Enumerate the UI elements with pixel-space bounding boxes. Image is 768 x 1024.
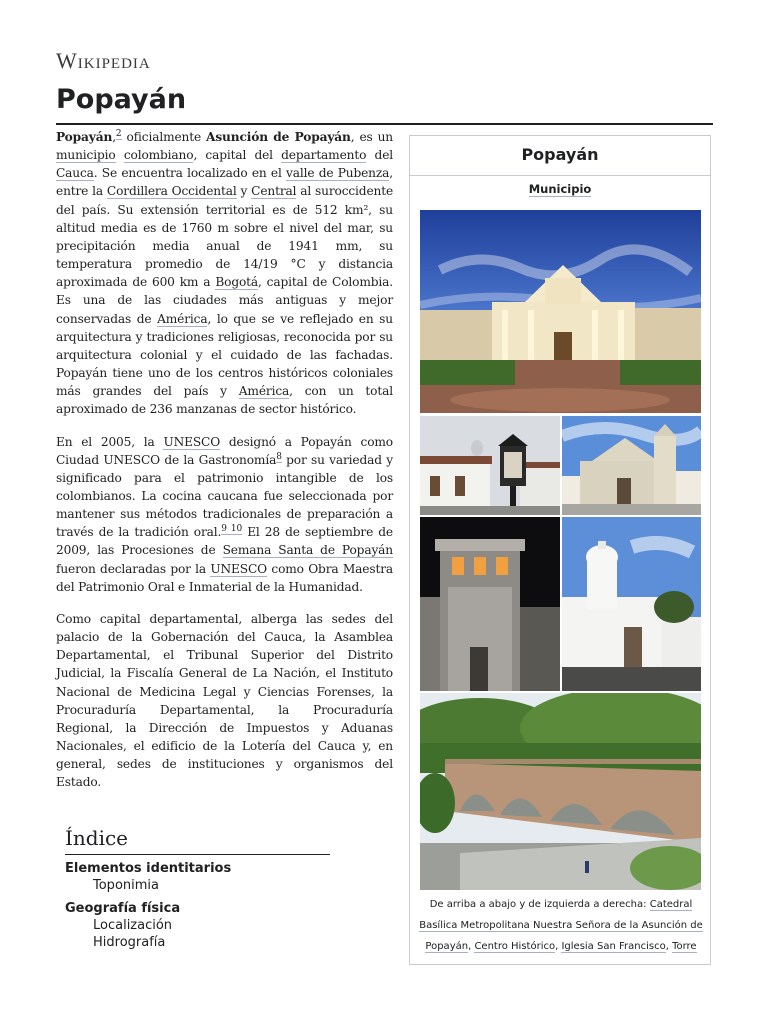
link-valle-de-pubenza[interactable]: valle de Pubenza (286, 166, 390, 181)
wikipedia-wordmark[interactable]: Wikipedia (56, 48, 151, 73)
page-title: Popayán (56, 84, 187, 115)
link-colombiano[interactable]: colombiano (123, 148, 194, 163)
link-unesco[interactable]: UNESCO (163, 434, 221, 449)
san-francisco-church-photo[interactable] (562, 416, 701, 515)
link-unesco-2[interactable]: UNESCO (210, 561, 268, 576)
reference-2[interactable]: 2 (115, 128, 122, 139)
link-america[interactable]: América (157, 311, 208, 326)
official-name: Asunción de Popayán (206, 130, 351, 144)
toc-sub-localizacion[interactable]: Localización (93, 918, 173, 933)
toc-sub-hidrografia[interactable]: Hidrografía (93, 935, 166, 950)
toc-heading: Índice (65, 826, 330, 855)
caption-link-centro-historico[interactable]: Centro Histórico (474, 941, 556, 952)
link-america-2[interactable]: América (238, 384, 290, 399)
clock-tower-photo[interactable] (420, 517, 560, 691)
link-municipio[interactable]: municipio (56, 148, 116, 163)
infobox-subtitle (410, 176, 710, 207)
caption-link-catedral[interactable]: Catedral Basílica Metropolitana Nuestra Señora de la Asunción de Popayán (419, 899, 703, 952)
infobox-subtitle-link[interactable]: Municipio (528, 182, 592, 196)
table-of-contents (65, 826, 330, 950)
reference-9-10[interactable]: 9 10 (221, 524, 243, 535)
cathedral-photo[interactable] (420, 210, 701, 413)
caption-link-torre[interactable]: Torre (672, 941, 697, 952)
infobox (409, 135, 711, 965)
link-departamento[interactable]: departamento (281, 148, 367, 163)
historic-street-photo[interactable] (420, 416, 560, 515)
link-bogota[interactable]: Bogotá (215, 275, 259, 290)
reference-8[interactable]: 8 (276, 451, 282, 462)
infobox-title: Popayán (521, 145, 599, 164)
toc-section-elementos[interactable]: Elementos identitarios (65, 861, 232, 876)
infobox-caption: De arriba a abajo y de izquierda a derecha: Catedral Basílica Metropolitana Nuestra Señora de la Asunción de Popayán, Centro Histórico, Iglesia San Francisco, Torre (419, 899, 703, 952)
link-central[interactable]: Central (251, 184, 297, 199)
caption-link-san-francisco[interactable]: Iglesia San Francisco (561, 941, 666, 952)
link-cordillera-occidental[interactable]: Cordillera Occidental (106, 184, 237, 199)
title-divider (56, 123, 713, 125)
link-semana-santa[interactable]: Semana Santa de Popayán (222, 543, 393, 558)
link-cauca[interactable]: Cauca (56, 166, 94, 181)
article-name: Popayán (56, 130, 113, 144)
unesco-paragraph: En el 2005, la UNESCO designó a Popayán como Ciudad UNESCO de la Gastronomía$^8$ por su variedad y significado para el patrimonio intangible de los colombianos. La cocina caucana fue seleccionada por mantener sus métodos tradicionales de preparación a través de la tradición oral.$^{9 10}$ El 28 de septiembre de 2009, las Procesiones de Semana Santa de Popayán fueron declaradas por la UNESCO como Obra Maestra del Patrimonio Oral e Inmaterial de la Humanidad. (56, 434, 393, 594)
bridge-photo[interactable] (420, 693, 701, 890)
article-body (56, 128, 393, 805)
intro-paragraph: Popayán,$^2$ oficialmente Asunción de Popayán, es un municipio colombiano, capital del departamento del Cauca. Se encuentra localizado en el valle de Pubenza, entre la Cordillera Occidental y Central al suroccidente del país. Su extensión territorial es de 512 km², su altitud media es de 1760 m sobre el nivel del mar, su precipitación media anual de 1941 mm, su temperatura promedio de 14/19 °C y distancia aproximada de 600 km a Bogotá, capital de Colombia. Es una de las ciudades más antiguas y mejor conservadas de América, lo que se ve reflejado en su arquitectura y tradiciones religiosas, reconocida por su arquitectura colonial y el cuidado de las fachadas. Popayán tiene uno de los centros históricos coloniales más grandes del país y América, con un total aproximado de 236 manzanas de sector histórico. (56, 128, 394, 417)
white-church-photo[interactable] (562, 517, 701, 691)
toc-sub-toponimia[interactable]: Toponimia (93, 878, 159, 893)
institutions-paragraph: Como capital departamental, alberga las sedes del palacio de la Gobernación del Cauca, la Asamblea Departamental, el Tribunal Superior del Distrito Judicial, la Fiscalía General de La Nación, el Instituto Nacional de Medicina Legal y Ciencias Forenses, la Procuraduría Departamental, la Procuraduría Regional, la Dirección de Impuestos y Aduanas Nacionales, el edificio de la Lotería del Cauca y, en general, sedes de instituciones y organismos del Estado. (56, 611, 393, 790)
toc-section-geografia[interactable]: Geografía física (65, 901, 181, 916)
